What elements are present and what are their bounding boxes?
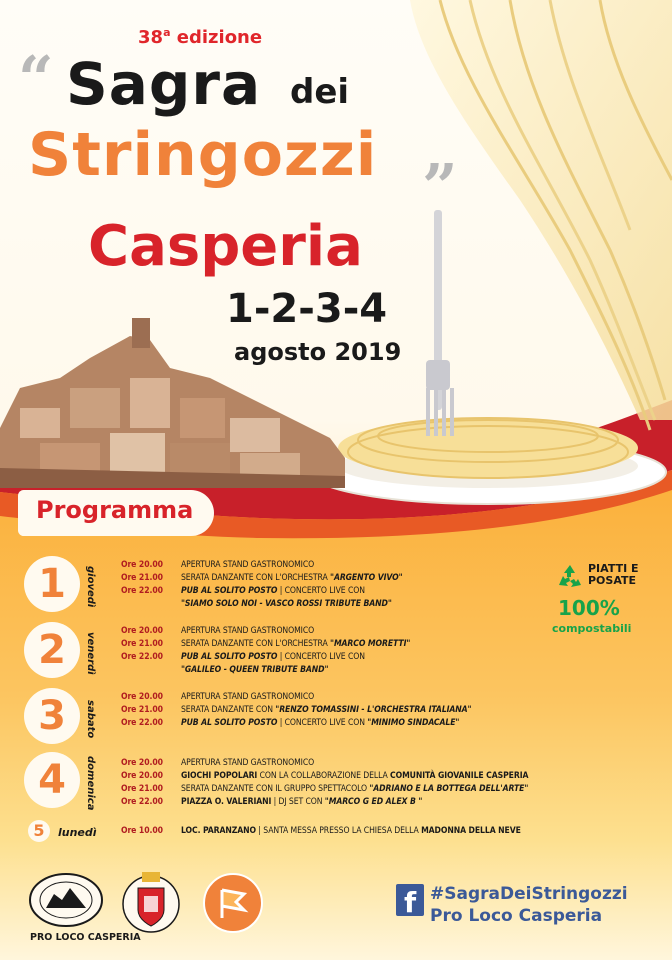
title-dei: dei — [290, 72, 350, 112]
edition-number: 38 — [138, 27, 164, 48]
event-line: Ore 10.00 LOC. PARANZANO | SANTA MESSA PRESSO LA CHIESA DELLA MADONNA DELLA NEVE — [121, 826, 521, 836]
day-name-3: sabato — [85, 700, 96, 739]
comune-crest-icon — [120, 868, 182, 934]
close-quote: ” — [422, 150, 458, 223]
day-badge-1: 1 — [24, 556, 80, 612]
day-name-1: giovedì — [85, 566, 96, 608]
event-line: Ore 22.00 PUB AL SOLITO POSTO | CONCERTO LIVE CON — [121, 652, 365, 662]
event-line: Ore 20.00 GIOCHI POPOLARI CON LA COLLABORAZIONE DELLA COMUNITÀ GIOVANILE CASPERIA — [121, 771, 529, 781]
title-sagra: Sagra — [66, 50, 262, 118]
facebook-page-link[interactable]: Pro Loco Casperia — [430, 906, 603, 926]
event-line: Ore 20.00 APERTURA STAND GASTRONOMICO — [121, 626, 315, 636]
pro-loco-logo — [28, 872, 104, 930]
pro-loco-label: PRO LOCO CASPERIA — [30, 932, 141, 943]
eco-percent: 100% — [558, 596, 620, 620]
hashtag-link[interactable]: #SagraDeiStringozzi — [430, 884, 628, 904]
event-line: Ore 21.00 SERATA DANZANTE CON IL GRUPPO SPETTACOLO "ADRIANO E LA BOTTEGA DELL'ARTE" — [121, 784, 529, 794]
day-badge-5: 5 — [28, 820, 50, 842]
eco-label — [588, 563, 639, 587]
facebook-glyph: f — [404, 886, 417, 919]
event-line: Ore 20.00 APERTURA STAND GASTRONOMICO — [121, 758, 315, 768]
eco-line-1: PIATTI E — [588, 562, 639, 575]
event-line: Ore 20.00 APERTURA STAND GASTRONOMICO — [121, 692, 315, 702]
open-quote: “ — [18, 42, 54, 115]
day-badge-4: 4 — [24, 752, 80, 808]
programma-heading: Programma — [36, 496, 194, 524]
recycle-icon — [556, 563, 584, 591]
day-name-2: venerdì — [85, 632, 96, 675]
event-line: Ore 22.00 PUB AL SOLITO POSTO | CONCERTO LIVE CON "MINIMO SINDACALE" — [121, 718, 460, 728]
event-line: "GALILEO - QUEEN TRIBUTE BAND" — [181, 665, 329, 675]
location-title: Casperia — [88, 214, 363, 279]
event-line: "SIAMO SOLO NOI - VASCO ROSSI TRIBUTE BAND" — [181, 599, 392, 609]
event-line: Ore 22.00 PUB AL SOLITO POSTO | CONCERTO LIVE CON — [121, 586, 365, 596]
event-line: Ore 21.00 SERATA DANZANTE CON "RENZO TOMASSINI - L'ORCHESTRA ITALIANA" — [121, 705, 472, 715]
event-line: Ore 21.00 SERATA DANZANTE CON L'ORCHESTRA "MARCO MORETTI" — [121, 639, 411, 649]
event-line: Ore 22.00 PIAZZA O. VALERIANI | DJ SET CON "MARCO G ED ALEX B " — [121, 797, 423, 807]
edition-word: edizione — [176, 27, 263, 48]
eco-line-2: POSATE — [588, 574, 637, 587]
day-badge-2: 2 — [24, 622, 80, 678]
event-line: Ore 20.00 APERTURA STAND GASTRONOMICO — [121, 560, 315, 570]
edition-suffix: a — [163, 26, 171, 39]
event-month-year: agosto 2019 — [234, 338, 402, 366]
day-badge-3: 3 — [24, 688, 80, 744]
event-dates: 1-2-3-4 — [226, 286, 388, 332]
day-name-5: lunedì — [58, 826, 97, 839]
day-name-4: domenica — [85, 756, 96, 811]
bandiera-arancione-icon — [200, 872, 266, 934]
edition-label — [138, 26, 262, 48]
event-line: Ore 21.00 SERATA DANZANTE CON L'ORCHESTRA "ARGENTO VIVO" — [121, 573, 403, 583]
eco-compostable: compostabili — [552, 622, 632, 635]
title-stringozzi: Stringozzi — [28, 120, 378, 190]
